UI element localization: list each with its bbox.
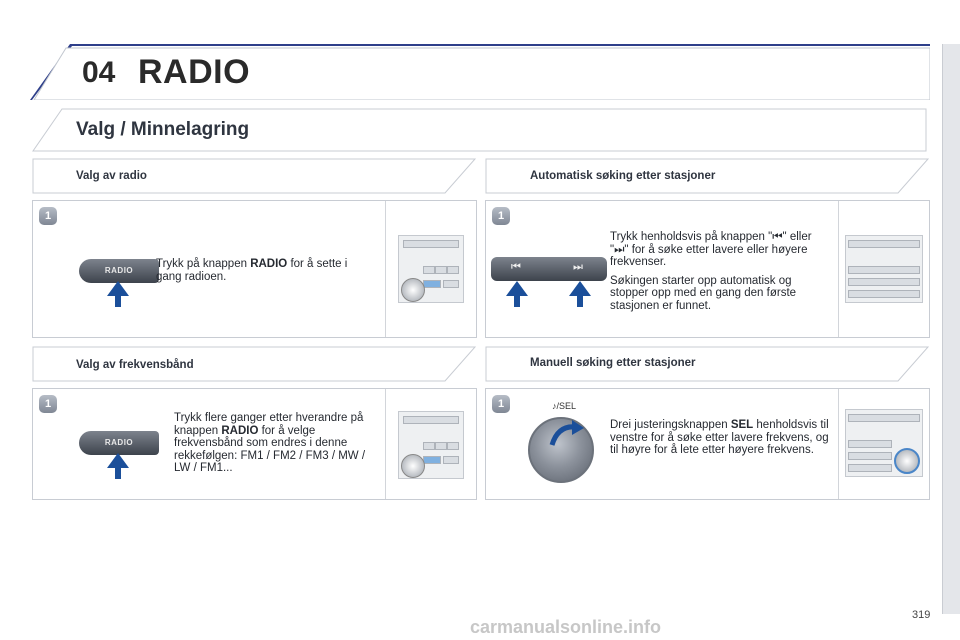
instruction-text	[610, 231, 830, 312]
mini-button-row	[848, 440, 892, 448]
panel-valg-radio	[32, 200, 477, 338]
mini-button-row	[848, 452, 892, 460]
mini-dial-icon	[401, 278, 425, 302]
radio-panel-thumbnail	[385, 201, 476, 337]
subsection-title-frekvensband: Valg av frekvensbånd	[76, 359, 194, 371]
sel-knob-label: ♪/SEL	[552, 401, 577, 411]
mini-radio-panel	[845, 409, 923, 477]
step-badge: 1	[492, 395, 510, 413]
arrow-up-icon	[506, 281, 528, 296]
instruction-text	[174, 412, 384, 475]
text-bold: RADIO	[221, 424, 259, 437]
mini-button	[447, 266, 459, 274]
text-part: Trykk flere ganger etter hverandre på knappen	[174, 412, 364, 437]
radio-panel-thumbnail	[838, 389, 929, 499]
side-tab-bar	[942, 44, 960, 614]
mini-display	[403, 240, 459, 248]
mini-button-row	[848, 464, 892, 472]
mini-radio-button	[423, 280, 441, 288]
radio-button-illustration: RADIO	[79, 431, 159, 455]
subsection-title-manual-search: Manuell søking etter stasjoner	[530, 357, 696, 369]
arrow-stem	[514, 295, 520, 307]
chapter-title: RADIO	[138, 53, 251, 91]
text-bold: SEL	[730, 419, 754, 431]
arrow-stem	[577, 295, 583, 307]
mini-display	[848, 240, 920, 248]
chapter-number: 04	[82, 56, 116, 89]
panel-auto-search	[485, 200, 930, 338]
seek-forward-icon: ⏭	[573, 261, 583, 273]
instruction-text	[610, 419, 830, 457]
mini-radio-button	[423, 456, 441, 464]
mini-radio-panel	[398, 235, 464, 303]
paragraph: Trykk henholdsvis på knappen "⏮" eller "⏭" for å søke etter lavere eller høyere frekvenser.	[610, 231, 812, 268]
mini-button	[423, 442, 435, 450]
page-number: 319	[912, 609, 931, 621]
mini-button	[447, 442, 459, 450]
panel-frekvensband	[32, 388, 477, 500]
mini-button-row	[848, 290, 920, 298]
arrow-stem	[115, 467, 121, 479]
mini-button	[423, 266, 435, 274]
mini-button	[435, 266, 447, 274]
mini-radio-panel	[398, 411, 464, 479]
mini-display	[403, 416, 459, 424]
subsection-title-valg-radio: Valg av radio	[76, 170, 147, 182]
mini-button	[443, 456, 459, 464]
text-part: henholdsvis til venstre for å søke etter lavere frekvens, og til høyre for å lete etter høyere frekvens.	[610, 419, 829, 456]
text-part: for å velge frekvensbånd som endres i denne rekkefølgen: FM1 / FM2 / FM3 / MW / LW / FM1...	[174, 424, 366, 474]
step-badge: 1	[39, 207, 57, 225]
watermark: carmanualsonline.info	[470, 617, 662, 637]
panel-manual-search	[485, 388, 930, 500]
text-part: for å sette i gang radioen.	[156, 258, 348, 283]
arrow-stem	[115, 295, 121, 307]
mini-dial-icon	[401, 454, 425, 478]
mini-button-row	[848, 278, 920, 286]
radio-panel-thumbnail	[385, 389, 476, 499]
mini-button-row	[848, 266, 920, 274]
radio-panel-thumbnail	[838, 201, 929, 337]
section-title: Valg / Minnelagring	[76, 119, 250, 140]
mini-display	[848, 414, 920, 422]
radio-button-illustration: RADIO	[79, 259, 159, 283]
text-part: Trykk på knappen	[156, 258, 251, 270]
mini-button	[443, 280, 459, 288]
mini-button	[435, 442, 447, 450]
mini-radio-panel	[845, 235, 923, 303]
mini-dial-icon	[894, 448, 920, 474]
seek-buttons-illustration	[491, 257, 607, 281]
step-badge: 1	[492, 207, 510, 225]
step-badge: 1	[39, 395, 57, 413]
instruction-text	[156, 258, 376, 283]
arrow-up-icon	[569, 281, 591, 296]
subsection-title-auto-search: Automatisk søking etter stasjoner	[530, 170, 716, 182]
paragraph: Søkingen starter opp automatisk og stopper opp med en gang den første stasjonen er funnet.	[610, 274, 797, 312]
arrow-up-icon	[107, 453, 129, 468]
seek-back-icon: ⏮	[511, 261, 521, 273]
arrow-up-icon	[107, 281, 129, 296]
text-bold: RADIO	[250, 258, 288, 270]
rotate-arrow-icon	[546, 419, 586, 449]
text-part: Drei justeringsknappen	[610, 419, 731, 431]
